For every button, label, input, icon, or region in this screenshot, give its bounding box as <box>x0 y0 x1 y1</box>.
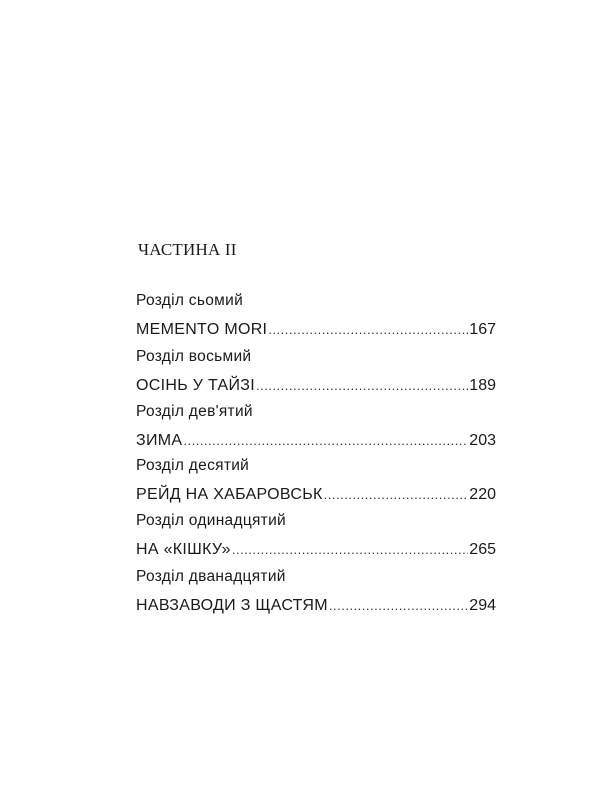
toc-entry-12 <box>136 567 496 617</box>
dot-leader <box>268 319 468 341</box>
dot-leader <box>324 484 469 506</box>
dot-leader <box>329 595 468 617</box>
chapter-title: ЗИМА <box>136 432 183 449</box>
chapter-title: НА «КІШКУ» <box>136 541 231 558</box>
page-number: 265 <box>469 541 496 558</box>
chapter-title: РЕЙД НА ХАБАРОВСЬК <box>136 486 323 503</box>
chapter-title: ОСІНЬ У ТАЙЗІ <box>136 377 255 394</box>
toc-entry-8 <box>136 347 496 397</box>
page-number: 189 <box>469 377 496 394</box>
chapter-label: Розділ дванадцятий <box>136 568 286 585</box>
toc-entry-7 <box>136 291 496 341</box>
toc-line <box>136 595 496 617</box>
page-number: 203 <box>469 432 496 449</box>
page-number: 294 <box>469 597 496 614</box>
dot-leader <box>256 375 468 397</box>
page-number: 167 <box>469 321 496 338</box>
toc-entry-11 <box>136 511 496 561</box>
chapter-label: Розділ восьмий <box>136 348 252 365</box>
page-number: 220 <box>469 486 496 503</box>
chapter-title: НАВЗАВОДИ З ЩАСТЯМ <box>136 597 328 614</box>
toc-line <box>136 430 496 452</box>
toc-line <box>136 375 496 397</box>
chapter-label: Розділ десятий <box>136 457 250 474</box>
toc-line <box>136 319 496 341</box>
dot-leader <box>232 539 468 561</box>
chapter-label: Розділ одинадцятий <box>136 512 287 529</box>
dot-leader <box>183 430 468 452</box>
chapter-title: MEMENTO MORI <box>136 321 268 338</box>
toc-entry-9 <box>136 402 496 452</box>
toc-line <box>136 484 496 506</box>
toc-entry-10 <box>136 456 496 506</box>
chapter-label: Розділ дев'ятий <box>136 403 253 420</box>
toc-line <box>136 539 496 561</box>
part-title: ЧАСТИНА II <box>138 240 237 259</box>
chapter-label: Розділ сьомий <box>136 292 244 309</box>
